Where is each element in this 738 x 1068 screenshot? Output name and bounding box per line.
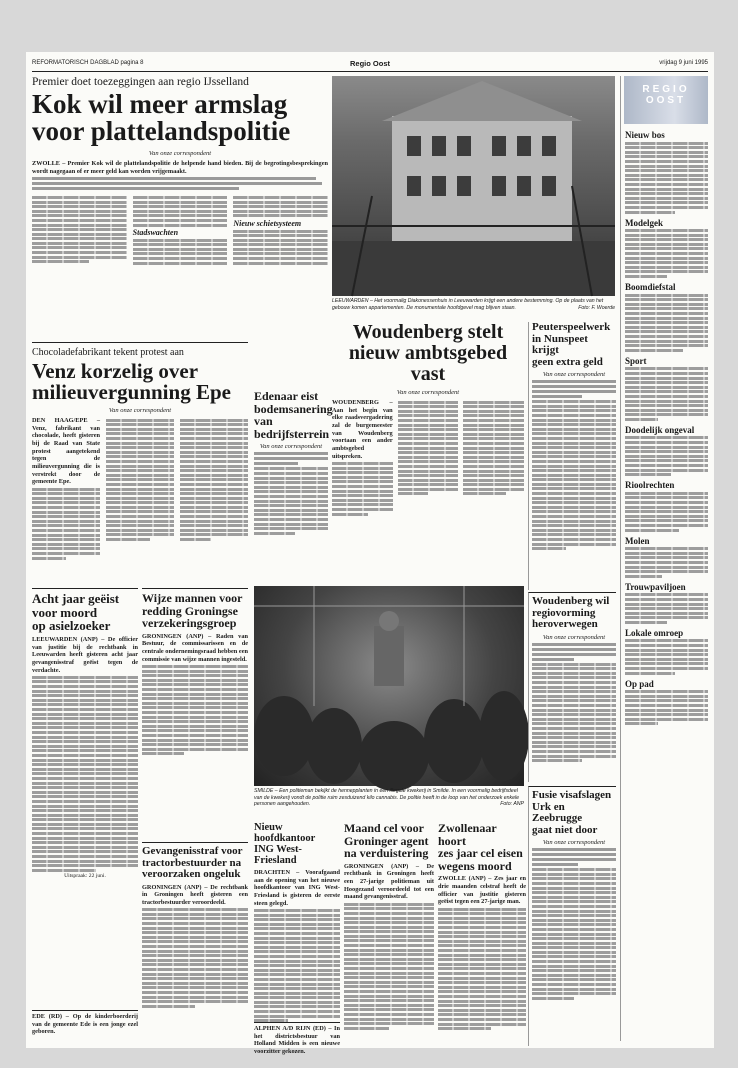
article-gevangenisstraf — [142, 842, 248, 1044]
article-acht-jaar — [32, 588, 138, 1008]
sidebar-head-8: Lokale omroep — [625, 627, 684, 638]
masthead-rule — [32, 71, 708, 72]
article-wijze-mannen — [142, 588, 248, 788]
article-fusie — [528, 786, 616, 1046]
ing-title-2: ING West-Friesland — [254, 844, 302, 867]
article-ing — [254, 820, 340, 1020]
edenaar-title-3: van bedrijfsterrein — [254, 414, 330, 441]
woudenberg2-title-2: regiovorming — [532, 606, 596, 619]
acht-title-3: op asielzoeker — [32, 618, 111, 634]
sidebar-head-2: Boomdiefstal — [625, 282, 676, 293]
maand-title-1: Maand cel voor — [344, 821, 424, 835]
lead-subhead-stadswachten: Stadswachten — [132, 228, 179, 238]
fusie-title-1: Fusie visafslagen — [532, 789, 612, 801]
newspaper-page — [26, 52, 714, 1056]
edenaar-title-2: bodemsanering — [254, 401, 333, 416]
edenaar-title-1: Edenaar eist — [254, 389, 319, 403]
venz-title-1: Venz korzelig over — [32, 359, 199, 383]
wijze-title-2: redding Groningse — [142, 603, 238, 618]
zwol-title-3: wegens moord — [438, 858, 512, 873]
plants-illustration — [254, 586, 524, 786]
venz-title-2: milieuvergunning Epe — [32, 380, 231, 404]
gevang-title-1: Gevangenisstraf voor — [142, 845, 243, 857]
photo-top-caption: LEEUWARDEN – Het voormalig Diakonessenhuis in Leeuwarden krijgt een andere bestemming. Op de plaats van het gebouw komen appartementen. De monumentale hoofdgevel mag blijven staan. Foto: F. Woerde — [332, 298, 615, 311]
peuter-title-1: Peuterspeelwerk — [532, 321, 611, 333]
photo-diakonessenhuis — [332, 76, 615, 296]
zwol-title-2: zes jaar cel eisen — [438, 846, 523, 861]
fusie-title-3: gaat niet door — [532, 823, 598, 836]
lead-intro: ZWOLLE – Premier Kok wil de plattelandspolitie de helpende hand bieden. Bij de begrotingsbesprekingen wordt nagegaan of er meer geld kan worden vrijgemaakt. — [32, 160, 328, 175]
photo-mid-caption: SMILDE – Een politieman bekijkt de hennepplanten in een illegale kwekerij in Smilde. In een voormalig bedrijfsdeel van de kwekerij vondt de politie ruim zesduizend kilo cannabis. De politie heeft in de loop van het onderzoek enkele personen aangehouden. Foto: ANP — [254, 788, 524, 807]
sidebar-head-3: Sport — [625, 355, 647, 366]
peuter-byline: Van onze correspondent — [542, 371, 606, 379]
wijze-title-3: verzekeringsgroep — [142, 616, 237, 631]
sidebar-head-0: Nieuw bos — [625, 130, 665, 140]
article-peuterspeelwerk — [528, 322, 616, 590]
woudenberg2-title-1: Woudenberg wil — [532, 595, 610, 607]
acht-date: Uitspraak: 22 juni. — [64, 873, 106, 880]
zwol-lead: ZWOLLE (ANP) – Zes jaar en drie maanden celstraf heeft de officier van justitie gisteren geëist tegen een 27-jarige man. — [438, 875, 526, 906]
sidebar-regio-oost — [620, 76, 708, 1041]
acht-lead: LEEUWARDEN (ANP) – De officier van justitie bij de rechtbank in Leeuwarden heeft gisteren acht jaar gevangenisstraf geëist tegen de verdachte. — [32, 635, 138, 674]
ing-lead: DRACHTEN – Voorafgaand aan de opening van het nieuwe hoofdkantoor van ING West-Friesland is gisteren de eerste steen gelegd. — [254, 869, 340, 907]
photo-hennep — [254, 586, 524, 786]
sidebar-head-6: Molen — [625, 535, 650, 546]
article-venz — [32, 342, 248, 582]
maand-lead: GRONINGEN (ANP) – De rechtbank in Groningen heeft een 27-jarige politieman uit Hoogezand veroordeeld tot een maand gevangenisstraf. — [344, 862, 434, 901]
sidebar-head-1: Modelgek — [625, 217, 663, 228]
article-zwollenaar — [438, 820, 526, 1046]
article-woudenberg-regio — [528, 592, 616, 782]
lead-columns — [32, 194, 328, 266]
wijze-lead: GRONINGEN (ANP) – Raden van Bestuur, de commissarissen en de centrale ondernemingsraad hebben een commissie van wijze mannen ingesteld. — [142, 632, 248, 663]
edenaar-byline: Van onze correspondent — [259, 443, 323, 451]
woudenberg-byline: Van onze correspondent — [396, 389, 460, 396]
woudenberg-title-1: Woudenberg stelt — [352, 321, 504, 343]
photo-top-credit: Foto: F. Woerde — [578, 304, 615, 311]
ing-title-1: Nieuw hoofdkantoor — [254, 822, 316, 845]
gevang-title-2: tractorbestuurder na — [142, 856, 242, 869]
lead-title-1: Kok wil meer armslag — [32, 89, 288, 119]
sidebar-head-9: Op pad — [625, 678, 654, 689]
peuter-title-3: geen extra geld — [532, 355, 603, 368]
venz-kicker: Chocoladefabrikant tekent protest aan — [32, 347, 184, 358]
woudenberg2-byline: Van onze correspondent — [542, 633, 606, 641]
woudenberg-title-2: nieuw ambtsgebed vast — [348, 342, 508, 385]
lead-article — [32, 76, 328, 338]
sidebar-head-5: Rioolrechten — [625, 480, 675, 491]
lead-byline: Van onze correspondent — [148, 150, 212, 157]
sidebar-head-4: Doodelijk ongeval — [625, 424, 695, 435]
masthead-section: Regio Oost — [349, 59, 390, 68]
brief-ede: EDE (RD) – Op de kinderboerderij van de gemeente Ede is een jonge ezel geboren. — [32, 1010, 138, 1046]
article-maand-cel — [344, 820, 434, 1046]
acht-title-2: voor moord — [32, 604, 98, 620]
gevang-title-3: veroorzaken ongeluk — [142, 868, 241, 881]
maand-title-2: Groninger agent — [344, 833, 429, 848]
fusie-title-2: Urk en Zeebrugge — [532, 800, 583, 825]
masthead-date: vrijdag 9 juni 1995 — [659, 60, 708, 66]
peuter-title-2: in Nunspeet krijgt — [532, 332, 588, 357]
wijze-title-1: Wijze mannen voor — [142, 591, 243, 605]
masthead — [32, 60, 708, 70]
lead-kicker: Premier doet toezeggingen aan regio IJsselland — [32, 76, 249, 88]
building-illustration — [332, 76, 615, 296]
fusie-byline: Van onze correspondent — [542, 839, 606, 847]
sidebar-items — [621, 130, 708, 725]
brief-alphen: ALPHEN A/D RIJN (ED) – In het districtsbestuur van Holland Midden is een nieuwe voorzitter gekozen. — [254, 1022, 340, 1046]
acht-title-1: Acht jaar geëist — [32, 591, 120, 606]
venz-byline: Van onze correspondent — [108, 407, 172, 414]
woudenberg2-title-3: heroverwegen — [532, 618, 598, 631]
venz-lead: DEN HAAG/EPE – Venz, fabrikant van chocolade, heeft gisteren bij de Raad van State protest aangetekend tegen de milieuvergunning die is verstrekt door de gemeente Epe. — [32, 417, 100, 486]
maand-title-3: na verduistering — [344, 846, 429, 861]
gevang-lead: GRONINGEN (ANP) – De rechtbank in Groningen heeft gisteren een tractorbestuurder veroordeeld. — [142, 883, 248, 906]
article-woudenberg — [332, 322, 524, 572]
lead-title-2: voor plattelandspolitie — [32, 116, 291, 146]
sidebar-head-7: Trouwpaviljoen — [625, 581, 686, 592]
photo-mid-credit: Foto: ANP — [500, 801, 524, 807]
sidebar-title: REGIO OOST — [624, 76, 708, 124]
woudenberg-lead: WOUDENBERG – Aan het begin van elke raadsvergadering zal de burgemeester van Woudenberg voortaan een ander ambtsgebed uitspreken. — [332, 399, 393, 460]
lead-subhead-schietsysteem: Nieuw schietsysteem — [233, 218, 302, 228]
article-edenaar — [254, 389, 333, 580]
zwol-title-1: Zwollenaar hoort — [438, 821, 497, 848]
masthead-left: REFORMATORISCH DAGBLAD pagina 8 — [32, 60, 144, 66]
